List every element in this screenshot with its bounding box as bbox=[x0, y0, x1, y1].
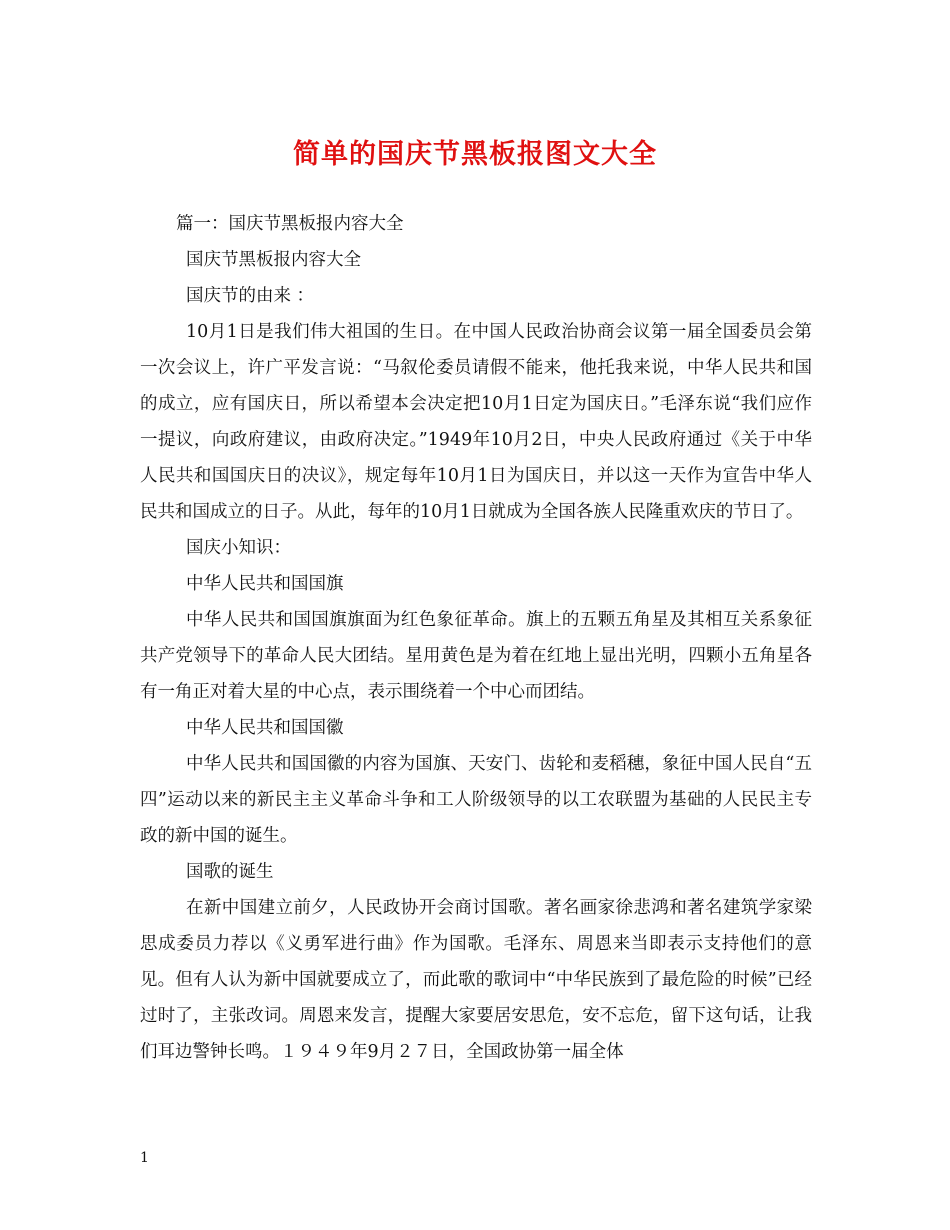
section-heading: 篇一：国庆节黑板报内容大全 bbox=[176, 214, 404, 234]
subheading: 国庆节黑板报内容大全 bbox=[186, 250, 361, 270]
subheading: 国歌的诞生 bbox=[186, 862, 274, 882]
document-body bbox=[140, 206, 812, 1070]
body-paragraph: 10月1日是我们伟大祖国的生日。在中国人民政治协商会议第一届全国委员会第一次会议上，许广平发言说：“马叙伦委员请假不能来，他托我来说，中华人民共和国的成立，应有国庆日，所以希望本会决定把10月1日定为国庆日。”毛泽东说“我们应作一提议，向政府建议，由政府决定。”1949年10月2日，中央人民政府通过《关于中华人民共和国国庆日的决议》，规定每年10月1日为国庆日，并以这一天作为宣告中华人民共和国成立的日子。从此，每年的10月1日就成为全国各族人民隆重欢庆的节日了。 bbox=[140, 322, 812, 522]
body-paragraph: 在新中国建立前夕，人民政协开会商讨国歌。著名画家徐悲鸿和著名建筑学家梁思成委员力荐以《义勇军进行曲》作为国歌。毛泽东、周恩来当即表示支持他们的意见。但有人认为新中国就要成立了，而此歌的歌词中“中华民族到了最危险的时候”已经过时了，主张改词。周恩来发言，提醒大家要居安思危，安不忘危，留下这句话，让我们耳边警钟长鸣。１９４９年9月２７日，全国政协第一届全体 bbox=[140, 898, 812, 1062]
page-number: 1 bbox=[140, 1150, 149, 1166]
document-title: 简单的国庆节黑板报图文大全 bbox=[293, 139, 657, 170]
subheading: 国庆小知识： bbox=[186, 538, 291, 558]
body-paragraph: 中华人民共和国国旗旗面为红色象征革命。旗上的五颗五角星及其相互关系象征共产党领导下的革命人民大团结。星用黄色是为着在红地上显出光明，四颗小五角星各有一角正对着大星的中心点，表示围绕着一个中心而团结。 bbox=[140, 610, 812, 702]
subheading: 中华人民共和国国徽 bbox=[186, 718, 344, 738]
body-paragraph: 中华人民共和国国徽的内容为国旗、天安门、齿轮和麦稻穗，象征中国人民自“五四”运动以来的新民主主义革命斗争和工人阶级领导的以工农联盟为基础的人民民主专政的新中国的诞生。 bbox=[140, 754, 812, 846]
subheading: 中华人民共和国国旗 bbox=[186, 574, 344, 594]
subheading: 国庆节的由来 ： bbox=[186, 286, 315, 306]
